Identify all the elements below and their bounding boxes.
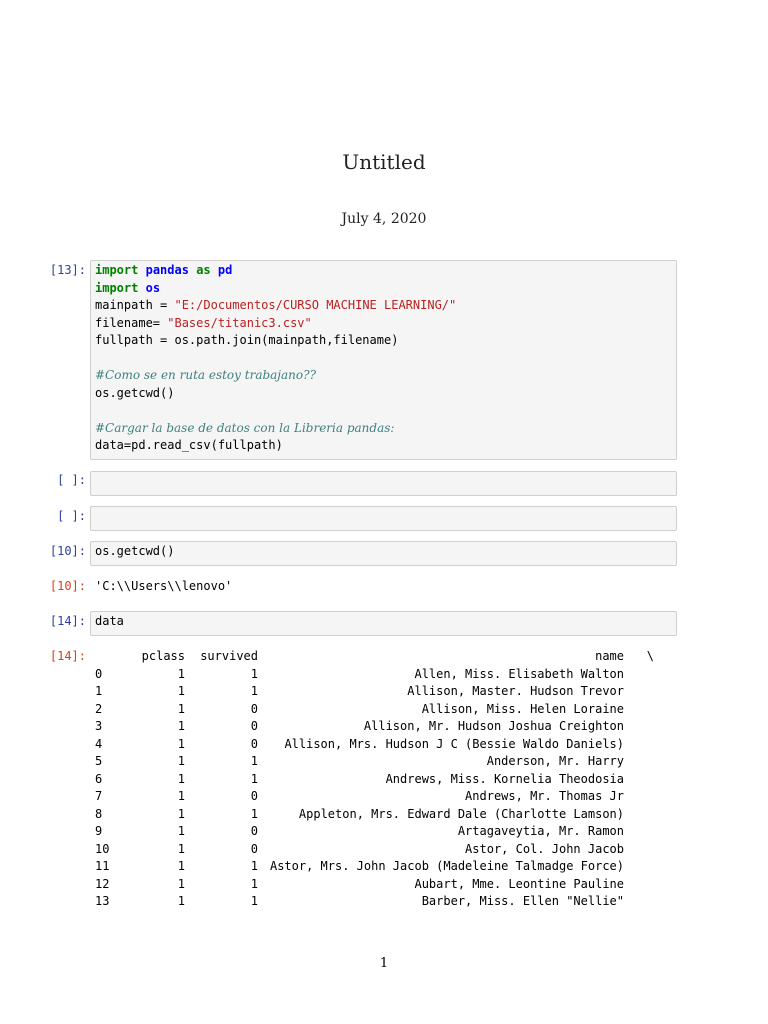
row-spacer xyxy=(624,683,654,701)
row-index: 4 xyxy=(95,736,103,751)
keyword: import xyxy=(95,280,139,295)
cell-pclass: 1 xyxy=(177,859,185,873)
table-row xyxy=(90,701,654,719)
input-prompt: [10]: xyxy=(49,544,86,558)
cell-name: Allison, Mrs. Hudson J C (Bessie Waldo Daniels) xyxy=(284,736,624,751)
cell-name: Allison, Master. Hudson Trevor xyxy=(407,684,624,698)
cell-survived: 1 xyxy=(250,859,258,873)
cell-pclass: 1 xyxy=(177,719,185,733)
cell-pclass: 1 xyxy=(177,824,185,838)
cell-pclass: 1 xyxy=(177,754,185,768)
page-date: July 4, 2020 xyxy=(341,211,427,227)
cell-pclass: 1 xyxy=(177,701,185,716)
table-row xyxy=(90,841,654,859)
cell-name: Astor, Col. John Jacob xyxy=(465,841,624,856)
cell-pclass: 1 xyxy=(177,666,185,681)
cell-name: Appleton, Mrs. Edward Dale (Charlotte Lamson) xyxy=(298,806,624,821)
table-row xyxy=(90,788,654,806)
cell-survived: 0 xyxy=(250,789,258,803)
dataframe-header-row xyxy=(90,648,654,666)
input-prompt: [ ]: xyxy=(57,473,86,487)
cell-survived: 0 xyxy=(250,719,258,733)
row-spacer xyxy=(624,666,654,684)
module-name: os xyxy=(145,280,161,295)
cell-pclass: 1 xyxy=(177,736,185,751)
cell-survived: 1 xyxy=(250,666,258,681)
string-literal: "Bases/titanic3.csv" xyxy=(167,315,312,330)
row-spacer xyxy=(624,893,654,911)
row-spacer xyxy=(624,701,654,719)
code-text: os.getcwd() xyxy=(95,544,175,558)
table-row xyxy=(90,823,654,841)
code-cell[interactable] xyxy=(90,611,677,636)
cell-name: Allison, Mr. Hudson Joshua Creighton xyxy=(363,719,624,733)
module-alias: pd xyxy=(217,263,233,277)
cell-name: Artagaveytia, Mr. Ramon xyxy=(457,824,624,838)
row-index: 1 xyxy=(95,684,103,698)
code-comment: #Como se en ruta estoy trabajano?? xyxy=(95,368,316,382)
cell-name: Barber, Miss. Ellen "Nellie" xyxy=(421,894,624,908)
page-title: Untitled xyxy=(342,150,426,174)
cell-survived: 1 xyxy=(250,876,258,891)
keyword: import xyxy=(95,263,139,277)
row-spacer xyxy=(624,823,654,841)
output-prompt: [10]: xyxy=(49,579,86,593)
row-index: 6 xyxy=(95,771,103,786)
row-spacer xyxy=(624,841,654,859)
row-spacer xyxy=(624,806,654,824)
empty-code-cell[interactable] xyxy=(90,471,677,496)
cell-pclass: 1 xyxy=(177,806,185,821)
code-text: mainpath = xyxy=(95,298,175,312)
code-comment: #Cargar la base de datos con la Libreria pandas: xyxy=(95,420,395,435)
row-index: 3 xyxy=(95,719,103,733)
input-prompt: [13]: xyxy=(49,263,86,277)
page-number: 1 xyxy=(379,956,389,971)
row-index: 13 xyxy=(95,894,110,908)
cell-name: Allen, Miss. Elisabeth Walton xyxy=(414,666,624,681)
cell-name: Astor, Mrs. John Jacob (Madeleine Talmadge Force) xyxy=(269,859,624,873)
column-header-pclass: pclass xyxy=(141,649,185,663)
cell-survived: 1 xyxy=(250,684,258,698)
column-header-name: name xyxy=(595,649,624,663)
row-spacer xyxy=(624,788,654,806)
cell-survived: 0 xyxy=(250,701,258,716)
code-block xyxy=(95,262,456,455)
table-row xyxy=(90,858,654,876)
row-spacer xyxy=(624,876,654,894)
code-text: filename= xyxy=(95,315,168,330)
cell-name: Andrews, Miss. Kornelia Theodosia xyxy=(385,771,624,786)
index-header xyxy=(90,648,125,666)
empty-code-cell[interactable] xyxy=(90,506,677,531)
cell-pclass: 1 xyxy=(177,894,185,908)
table-row xyxy=(90,718,654,736)
cell-survived: 1 xyxy=(250,754,258,768)
table-row xyxy=(90,683,654,701)
table-row xyxy=(90,876,654,894)
dataframe-output xyxy=(90,648,654,911)
cell-survived: 1 xyxy=(250,894,258,908)
row-index: 10 xyxy=(95,841,110,856)
cell-name: Andrews, Mr. Thomas Jr xyxy=(465,789,624,803)
row-index: 7 xyxy=(95,789,103,803)
code-text: data=pd.read_csv(fullpath) xyxy=(95,438,283,452)
row-spacer xyxy=(624,718,654,736)
input-prompt: [14]: xyxy=(49,614,86,628)
module-name: pandas xyxy=(145,263,189,277)
row-index: 12 xyxy=(95,876,110,891)
cell-survived: 0 xyxy=(250,841,258,856)
cell-survived: 0 xyxy=(250,824,258,838)
code-cell[interactable] xyxy=(90,541,677,566)
output-text: 'C:\\Users\\lenovo' xyxy=(95,579,233,593)
table-row xyxy=(90,893,654,911)
code-text: data xyxy=(95,614,124,628)
line-continuation-mark: \ xyxy=(646,649,654,663)
cell-pclass: 1 xyxy=(177,771,185,786)
row-spacer xyxy=(624,858,654,876)
keyword: as xyxy=(196,263,211,277)
cell-pclass: 1 xyxy=(177,841,185,856)
cell-pclass: 1 xyxy=(177,789,185,803)
output-prompt: [14]: xyxy=(49,649,86,663)
row-spacer xyxy=(624,736,654,754)
cell-name: Anderson, Mr. Harry xyxy=(486,754,624,768)
cell-pclass: 1 xyxy=(177,684,185,698)
string-literal: "E:/Documentos/CURSO MACHINE LEARNING/" xyxy=(174,298,457,312)
row-index: 11 xyxy=(95,859,110,873)
row-spacer xyxy=(624,771,654,789)
table-row xyxy=(90,771,654,789)
table-row xyxy=(90,666,654,684)
cell-pclass: 1 xyxy=(177,876,185,891)
cell-survived: 0 xyxy=(250,736,258,751)
row-index: 0 xyxy=(95,666,103,681)
code-text: fullpath = os.path.join(mainpath,filename) xyxy=(95,333,399,347)
row-index: 9 xyxy=(95,824,103,838)
row-spacer xyxy=(624,753,654,771)
table-row xyxy=(90,736,654,754)
column-header-survived: survived xyxy=(200,649,258,663)
cell-name: Aubart, Mme. Leontine Pauline xyxy=(414,876,624,891)
row-index: 8 xyxy=(95,806,103,821)
cell-survived: 1 xyxy=(250,806,258,821)
input-prompt: [ ]: xyxy=(57,509,86,523)
cell-name: Allison, Miss. Helen Loraine xyxy=(421,701,624,716)
table-row xyxy=(90,753,654,771)
cell-survived: 1 xyxy=(250,771,258,786)
table-row xyxy=(90,806,654,824)
row-index: 2 xyxy=(95,701,103,716)
row-index: 5 xyxy=(95,754,103,768)
code-text: os.getcwd() xyxy=(95,385,175,400)
